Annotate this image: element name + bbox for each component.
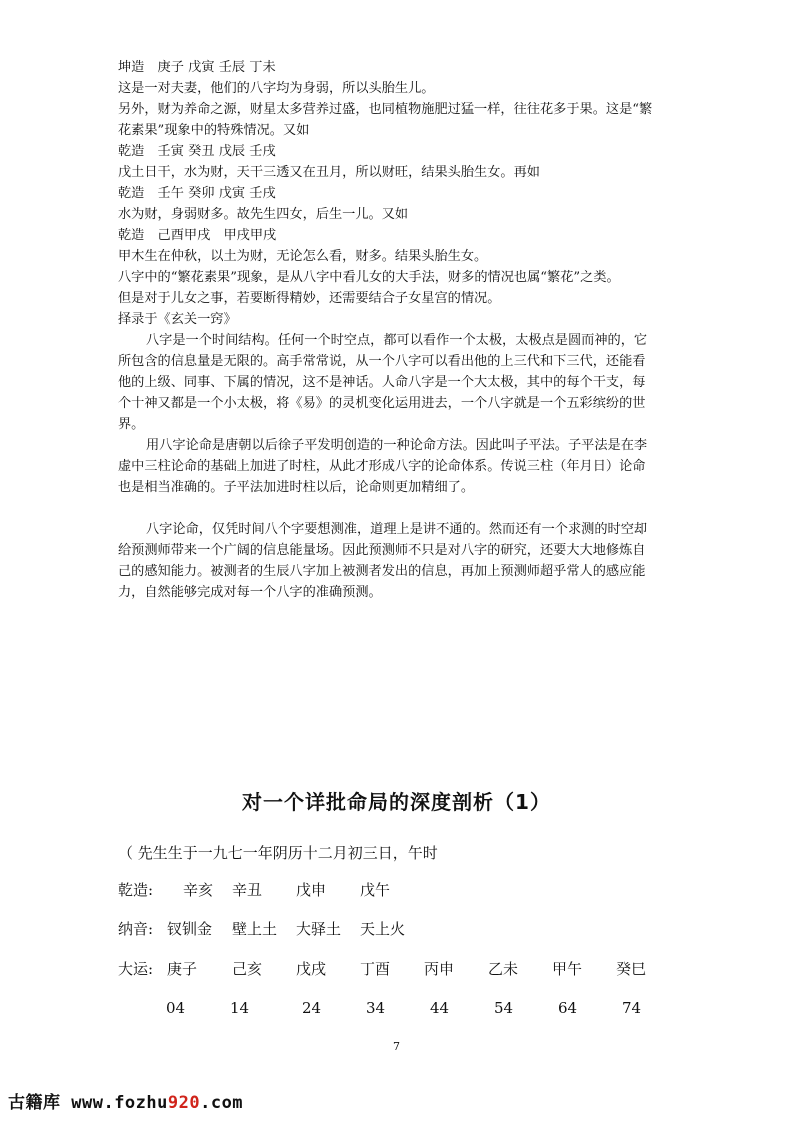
dayun-item: 丙申 (424, 960, 455, 978)
paragraph-line: 界。 (118, 417, 145, 432)
dayun-age: 54 (494, 999, 514, 1017)
pillar: 戊申 (296, 881, 327, 899)
qianzao-label: 乾造: (118, 881, 154, 899)
paragraph-line: 所包含的信息量是无限的。高手常常说，从一个八字可以看出他的上三代和下三代，还能看 (118, 354, 646, 369)
text-line: 水为财，身弱财多。故先生四女，后生一儿。又如 (118, 207, 409, 222)
dayun-item: 甲午 (552, 960, 583, 978)
pillar: 戊午 (360, 881, 391, 899)
dayun-item: 己亥 (232, 960, 263, 978)
watermark-url-digits: 920 (167, 1093, 201, 1113)
watermark-url-prefix: www.fozhu (71, 1093, 168, 1113)
dayun-age: 64 (558, 999, 578, 1017)
paragraph-line: 力，自然能够完成对每一个八字的准确预测。 (118, 585, 382, 600)
paragraph-line: 给预测师带来一个广阔的信息能量场。因此预测师不只是对八字的研究，还要大大地修炼自 (118, 543, 646, 558)
nayin-item: 壁上土 (232, 920, 278, 938)
dayun-age: 74 (622, 999, 642, 1017)
text-line: 乾造 壬午 癸卯 戊寅 壬戌 (118, 186, 276, 201)
text-line: 但是对于儿女之事，若要断得精妙，还需要结合子女星宫的情况。 (118, 291, 501, 306)
text-line: 乾造 己酉甲戌 甲戌甲戌 (118, 228, 277, 243)
pillar: 辛丑 (232, 881, 263, 899)
dayun-age: 34 (366, 999, 386, 1017)
paragraph-line: 他的上级、同事、下属的情况，这不是神话。人命八字是一个大太极，其中的每个干支，每 (118, 375, 646, 390)
watermark-name: 古籍库 (8, 1093, 61, 1113)
dayun-age: 14 (230, 999, 250, 1017)
text-line: 戊土日干，水为财，天干三透又在丑月，所以财旺，结果头胎生女。再如 (118, 165, 540, 180)
text-line: 八字中的“繁花素果”现象，是从八字中看儿女的大手法，财多的情况也属“繁花”之类。 (118, 270, 620, 285)
nayin-item: 钗钏金 (167, 920, 213, 938)
paragraph-line: 八字是一个时间结构。任何一个时空点，都可以看作一个太极，太极点是圆而神的，它 (146, 333, 648, 348)
paragraph-line: 虚中三柱论命的基础上加进了时柱，从此才形成八字的论命体系。传说三柱（年月日）论命 (118, 459, 646, 474)
paragraph-line: 己的感知能力。被测者的生辰八字加上被测者发出的信息，再加上预测师超乎常人的感应能 (118, 564, 646, 579)
paragraph-line: 用八字论命是唐朝以后徐子平发明创造的一种论命方法。因此叫子平法。子平法是在李 (146, 438, 648, 453)
dayun-age: 44 (430, 999, 450, 1017)
dayun-age: 04 (166, 999, 186, 1017)
site-watermark (8, 1088, 243, 1113)
section-title: 对一个详批命局的深度剖析（1） (242, 790, 551, 814)
nayin-label: 纳音: (118, 920, 154, 938)
page-number: 7 (393, 1040, 400, 1053)
dayun-item: 丁酉 (360, 960, 391, 978)
dayun-label: 大运: (118, 960, 154, 978)
text-line: 乾造 壬寅 癸丑 戊辰 壬戌 (118, 144, 276, 159)
nayin-item: 天上火 (360, 920, 406, 938)
paragraph-line: 也是相当准确的。子平法加进时柱以后，论命则更加精细了。 (118, 480, 475, 495)
watermark-url-suffix: .com (200, 1093, 244, 1113)
text-line: 坤造 庚子 戊寅 壬辰 丁未 (118, 60, 276, 75)
text-line: 这是一对夫妻，他们的八字均为身弱，所以头胎生儿。 (118, 81, 435, 96)
paragraph-line: 八字论命，仅凭时间八个字要想测准，道理上是讲不通的。然而还有一个求测的时空却 (146, 522, 648, 537)
text-line: 另外，财为养命之源，财星太多营养过盛，也同植物施肥过猛一样，往往花多于果。这是“繁 (118, 102, 653, 117)
pillar: 辛亥 (183, 881, 214, 899)
text-line: 择录于《玄关一窍》 (118, 312, 237, 327)
nayin-item: 大驿土 (296, 920, 342, 938)
dayun-item: 庚子 (167, 960, 198, 978)
birth-line: （ 先生生于一九七一年阴历十二月初三日，午时 (118, 844, 438, 862)
dayun-item: 乙未 (488, 960, 519, 978)
text-line: 甲木生在仲秋，以土为财，无论怎么看，财多。结果头胎生女。 (118, 249, 488, 264)
dayun-item: 戊戌 (296, 960, 327, 978)
dayun-age: 24 (302, 999, 322, 1017)
paragraph-line: 个十神又都是一个小太极，将《易》的灵机变化运用进去，一个八字就是一个五彩缤纷的世 (118, 396, 646, 411)
text-line: 花素果”现象中的特殊情况。又如 (118, 123, 310, 138)
dayun-item: 癸巳 (616, 960, 647, 978)
